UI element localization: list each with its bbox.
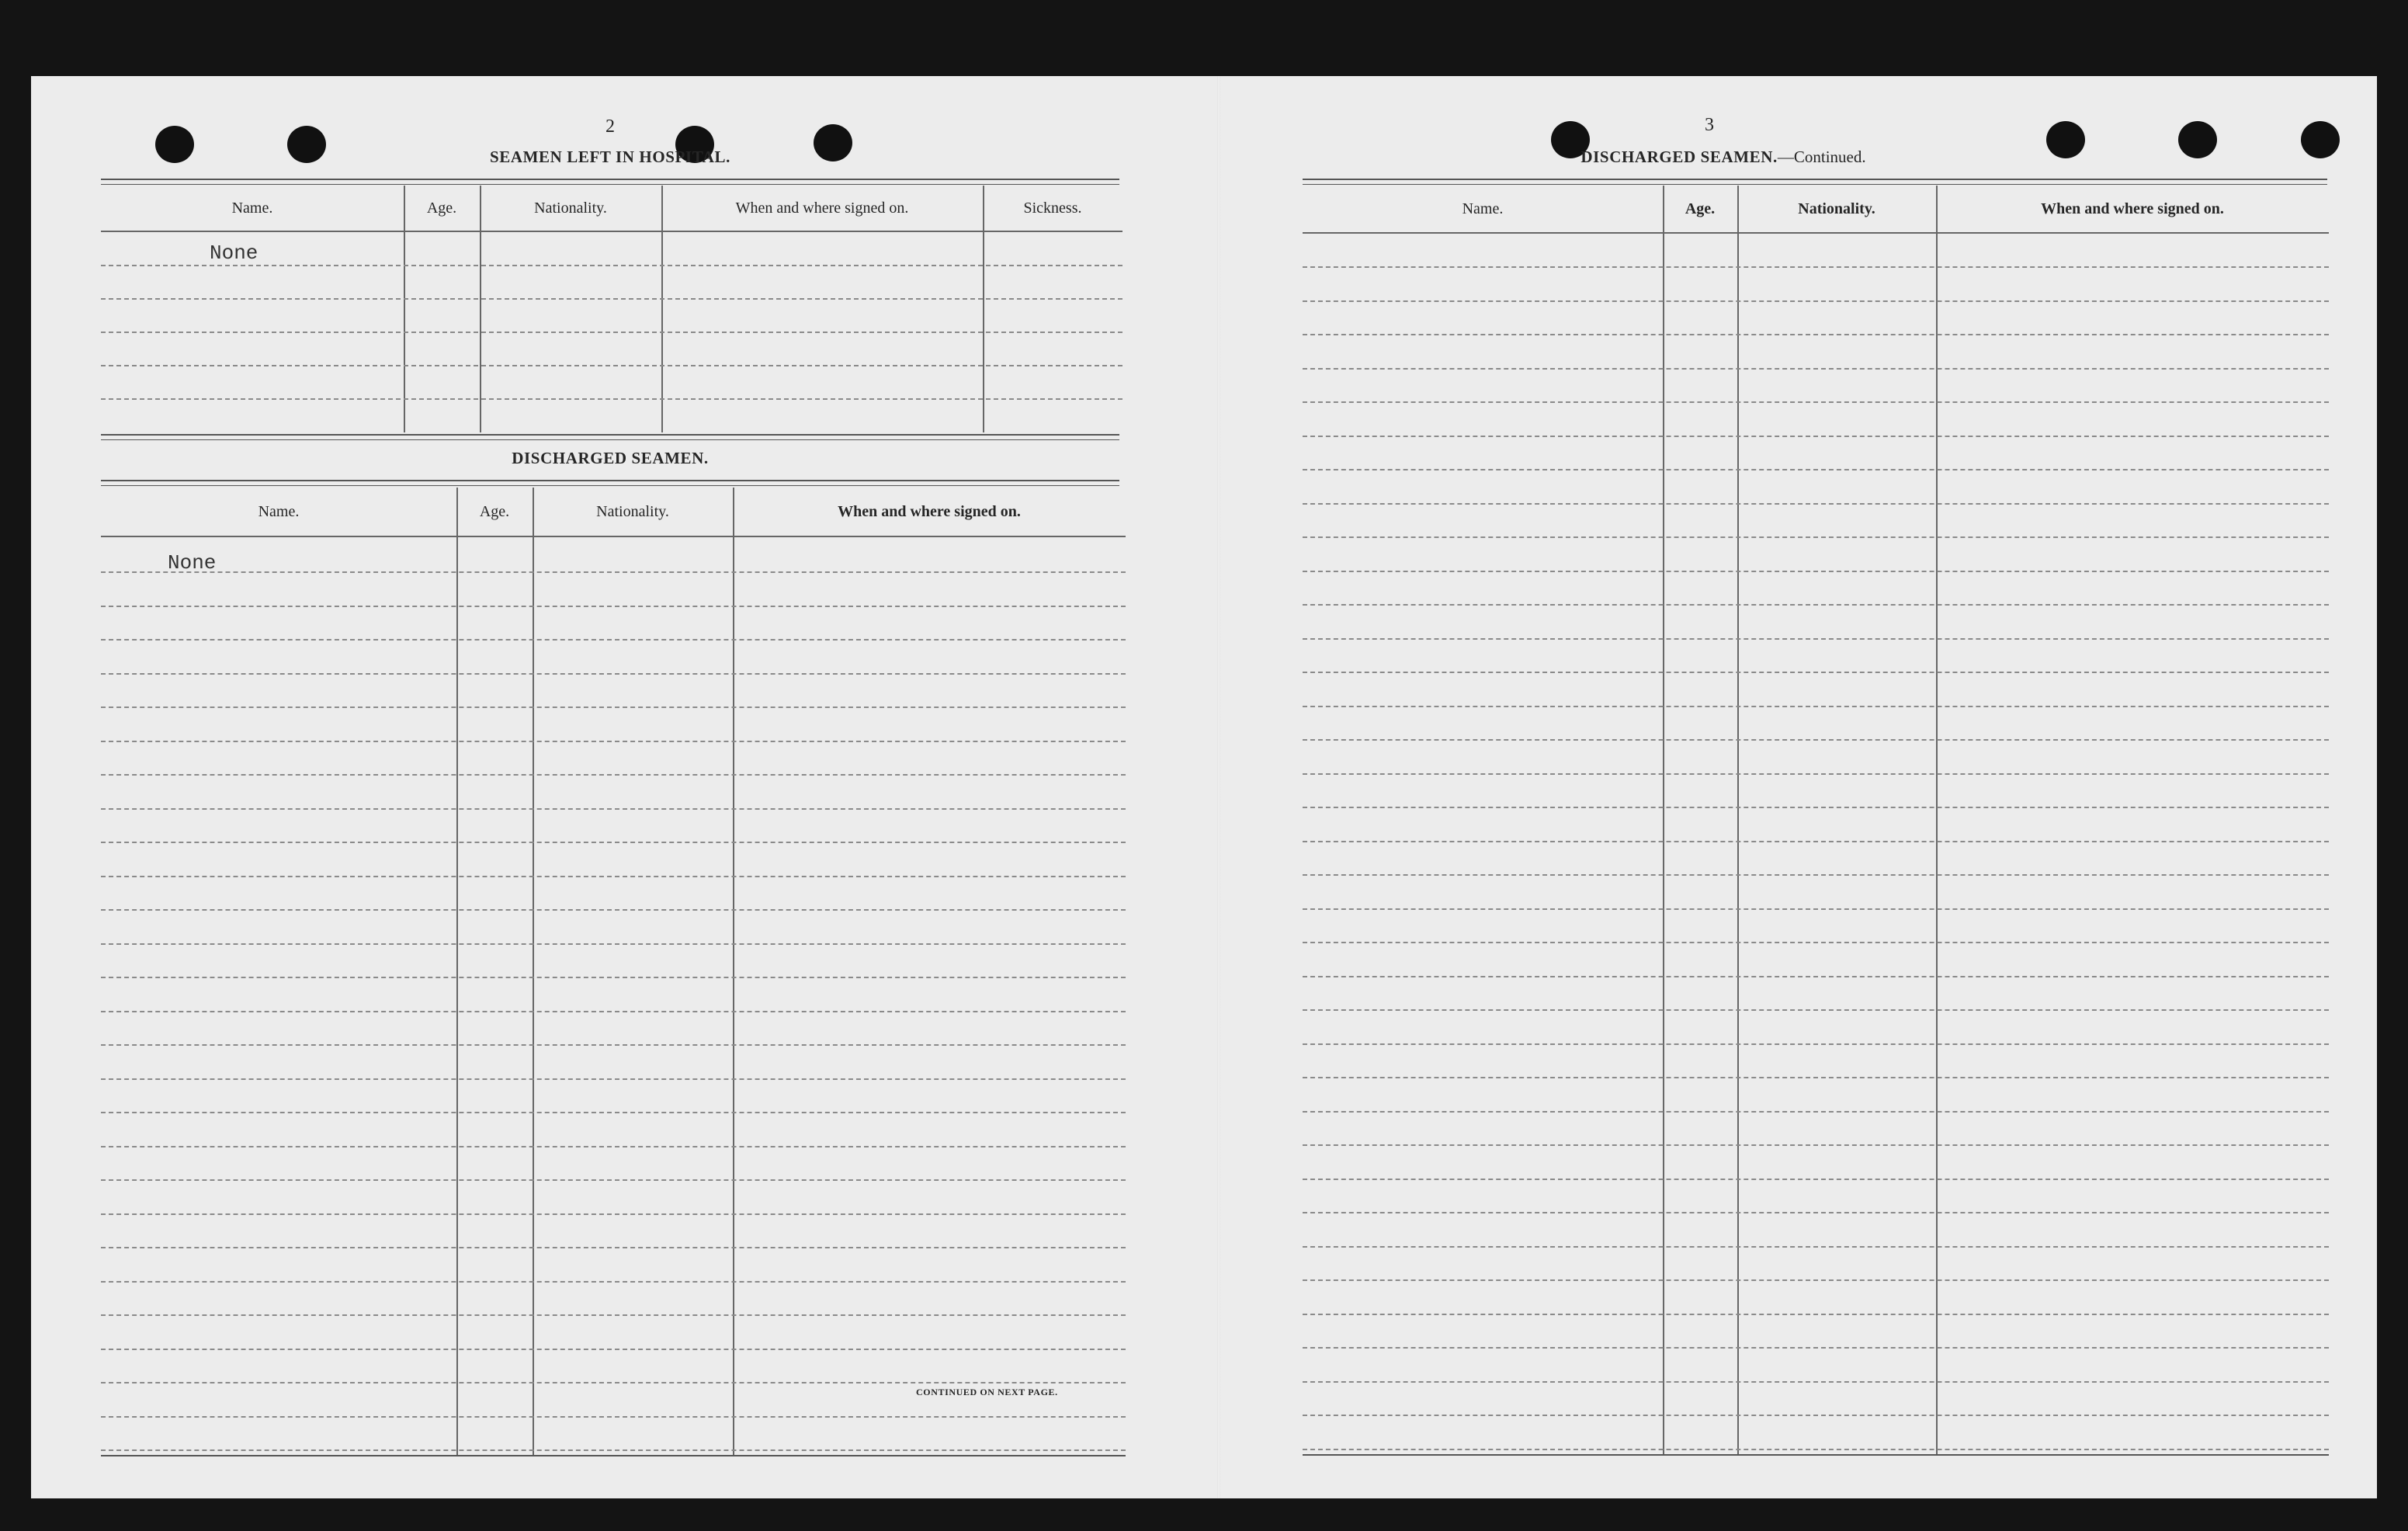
hospital-section-title: SEAMEN LEFT IN HOSPITAL.	[489, 148, 731, 166]
hospital-table	[101, 186, 1122, 432]
ruled-line	[1303, 739, 2329, 741]
table-bottom-rule	[101, 1455, 1126, 1456]
ruled-line	[101, 298, 1122, 300]
ruled-line	[101, 1146, 1126, 1147]
ruled-line	[1303, 1043, 2329, 1045]
punch-hole	[287, 126, 326, 163]
ruled-line	[1303, 1144, 2329, 1146]
ruled-line	[101, 774, 1126, 776]
left-page	[31, 76, 1211, 1498]
continued-suffix: —Continued.	[1777, 148, 1866, 166]
column-divider	[983, 186, 984, 432]
ruled-line	[1303, 1314, 2329, 1315]
ruled-line	[1303, 571, 2329, 572]
ruled-line	[101, 1281, 1126, 1283]
document-sheet	[31, 76, 2377, 1498]
column-divider	[1663, 186, 1664, 1454]
ruled-line	[101, 265, 1122, 266]
discharged-continued-table	[1303, 186, 2329, 1454]
column-header-nationality: Nationality.	[596, 502, 669, 520]
ruled-line	[101, 1247, 1126, 1248]
ruled-line	[101, 706, 1126, 708]
ruled-line	[1303, 1347, 2329, 1349]
ruled-line	[101, 639, 1126, 641]
ruled-line	[1303, 1212, 2329, 1213]
ruled-line	[101, 606, 1126, 607]
entry-none: None	[210, 241, 258, 265]
column-header-name: Name.	[231, 199, 273, 217]
ruled-line	[101, 943, 1126, 945]
page-number: 2	[605, 116, 615, 137]
column-divider	[661, 186, 663, 432]
ruled-line	[101, 1449, 1126, 1451]
right-page	[1219, 76, 2377, 1498]
ruled-line	[1303, 1381, 2329, 1383]
column-header-age: Age.	[426, 199, 457, 217]
ruled-line	[101, 1314, 1126, 1316]
punch-hole	[2046, 121, 2085, 158]
ruled-line	[101, 977, 1126, 978]
column-header-age: Age.	[479, 502, 510, 520]
column-header-age: Age.	[1685, 200, 1716, 217]
double-rule	[101, 179, 1119, 185]
ruled-line	[1303, 1179, 2329, 1180]
ruled-line	[1303, 604, 2329, 606]
ruled-line	[101, 1078, 1126, 1080]
ruled-line	[1303, 1111, 2329, 1113]
ruled-line	[1303, 841, 2329, 842]
ruled-line	[1303, 536, 2329, 538]
ruled-line	[1303, 942, 2329, 943]
discharged-table	[101, 488, 1126, 1455]
column-header-signed-on: When and where signed on.	[2041, 200, 2224, 217]
ruled-line	[101, 1382, 1126, 1383]
column-divider	[733, 488, 734, 1455]
discharged-section-title: DISCHARGED SEAMEN.	[512, 449, 709, 467]
ruled-line	[1303, 1009, 2329, 1011]
double-rule	[101, 480, 1119, 486]
column-header-signed-on: When and where signed on.	[735, 199, 909, 217]
punch-hole	[2301, 121, 2340, 158]
column-divider	[456, 488, 458, 1455]
ruled-line	[101, 876, 1126, 877]
double-rule	[1303, 179, 2327, 185]
ruled-line	[101, 909, 1126, 911]
ruled-line	[101, 1213, 1126, 1215]
ruled-line	[1303, 436, 2329, 437]
ruled-line	[101, 1179, 1126, 1181]
ruled-line	[1303, 1077, 2329, 1078]
ruled-line	[1303, 638, 2329, 640]
ruled-line	[1303, 1449, 2329, 1450]
ruled-line	[1303, 300, 2329, 302]
ruled-line	[101, 1349, 1126, 1350]
column-header-sickness: Sickness.	[1023, 199, 1082, 217]
ruled-line	[1303, 1246, 2329, 1248]
ruled-line	[101, 365, 1122, 366]
column-header-nationality: Nationality.	[1798, 200, 1875, 217]
double-rule	[101, 434, 1119, 440]
punch-hole	[155, 126, 194, 163]
column-divider	[1936, 186, 1938, 1454]
ruled-line	[1303, 266, 2329, 268]
ruled-line	[101, 741, 1126, 742]
ruled-line	[1303, 908, 2329, 910]
table-bottom-rule	[1303, 1454, 2329, 1456]
column-header-nationality: Nationality.	[534, 199, 607, 217]
discharged-title: DISCHARGED SEAMEN.	[1580, 148, 1778, 166]
ruled-line	[1303, 874, 2329, 876]
ruled-line	[101, 1011, 1126, 1012]
ruled-line	[1303, 976, 2329, 977]
table-header	[101, 186, 1122, 232]
ruled-line	[101, 398, 1122, 400]
column-header-signed-on: When and where signed on.	[838, 502, 1021, 520]
ruled-line	[101, 571, 1126, 573]
ruled-line	[1303, 401, 2329, 403]
table-header	[101, 488, 1126, 537]
ruled-line	[1303, 706, 2329, 707]
entry-none: None	[168, 551, 217, 575]
column-divider	[533, 488, 534, 1455]
continued-note: CONTINUED ON NEXT PAGE.	[916, 1387, 1058, 1397]
ruled-line	[101, 1044, 1126, 1046]
ruled-line	[101, 1416, 1126, 1418]
table-header	[1303, 186, 2329, 234]
ruled-line	[1303, 807, 2329, 808]
ruled-line	[1303, 503, 2329, 505]
column-divider	[404, 186, 405, 432]
ruled-line	[101, 842, 1126, 843]
ruled-line	[1303, 773, 2329, 775]
column-divider	[480, 186, 481, 432]
ruled-line	[1303, 334, 2329, 335]
column-divider	[1737, 186, 1739, 1454]
ruled-line	[1303, 672, 2329, 673]
page-number: 3	[1705, 115, 1714, 135]
ruled-line	[101, 673, 1126, 675]
ruled-line	[101, 808, 1126, 810]
punch-hole	[2178, 121, 2217, 158]
ruled-line	[1303, 1415, 2329, 1416]
ruled-line	[1303, 469, 2329, 470]
ruled-line	[101, 1112, 1126, 1113]
discharged-continued-title	[1529, 148, 1917, 167]
column-header-name: Name.	[1462, 200, 1504, 217]
ruled-line	[101, 332, 1122, 333]
column-header-name: Name.	[258, 502, 300, 520]
ruled-line	[1303, 1279, 2329, 1281]
ruled-line	[1303, 368, 2329, 370]
